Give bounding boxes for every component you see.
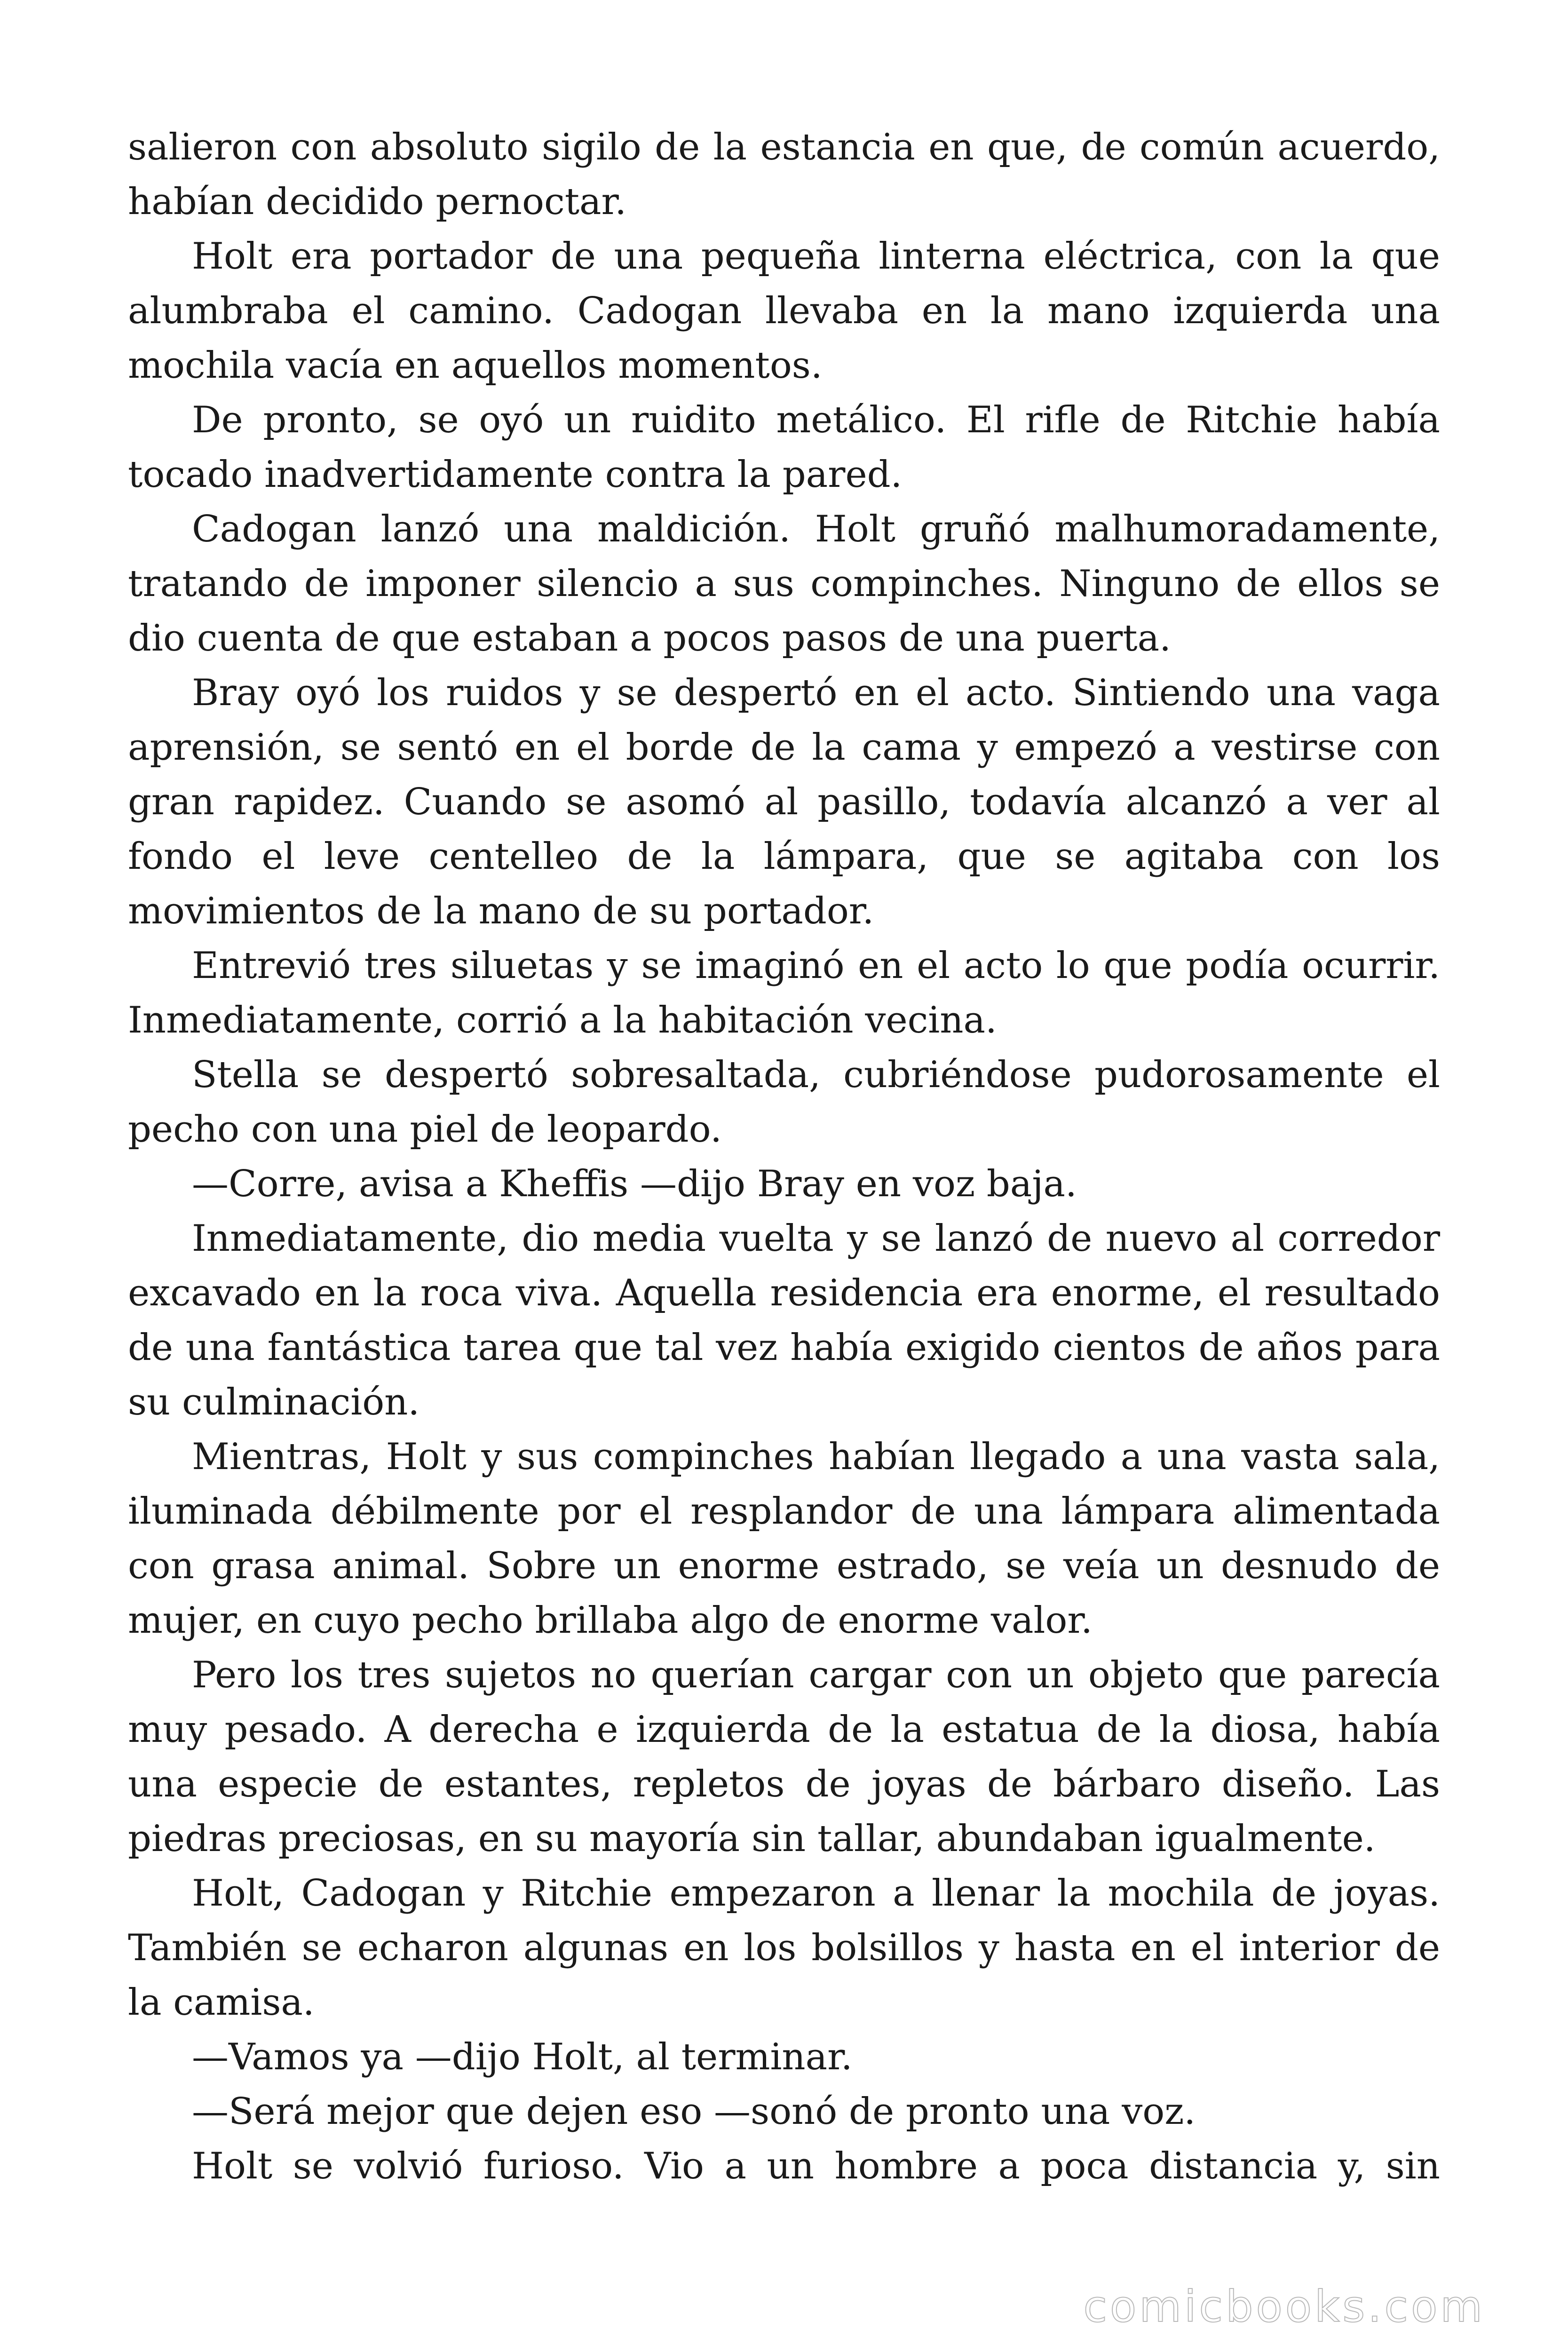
- paragraph-3: De pronto, se oyó un ruidito metálico. El rifle de Ritchie había tocado inadvertidamente contra la pared.: [128, 399, 1440, 496]
- body-text: [128, 120, 1440, 2193]
- paragraph-12: Holt, Cadogan y Ritchie empezaron a llenar la mochila de joyas. También se echaron algunas en los bolsillos y hasta en el interior de la camisa.: [128, 1872, 1440, 2024]
- paragraph-11: Pero los tres sujetos no querían cargar con un objeto que parecía muy pesado. A derecha e izquierda de la estatua de la diosa, había una especie de estantes, repletos de joyas de bárbaro diseño. Las piedras preciosas, en su mayoría sin tallar, abundaban igualmente.: [128, 1654, 1440, 1860]
- paragraph-13: —Vamos ya —dijo Holt, al terminar.: [192, 2036, 853, 2078]
- paragraph-9: Inmediatamente, dio media vuelta y se lanzó de nuevo al corredor excavado en la roca viva. Aquella residencia era enorme, el resultado de una fantástica tarea que tal vez había exigido cientos de años para su culminación.: [128, 1217, 1440, 1423]
- paragraph-4: Cadogan lanzó una maldición. Holt gruñó malhumoradamente, tratando de imponer silencio a sus compinches. Ninguno de ellos se dio cuenta de que estaban a pocos pasos de una puerta.: [128, 508, 1440, 660]
- paragraph-10: Mientras, Holt y sus compinches habían llegado a una vasta sala, iluminada débilmente por el resplandor de una lámpara alimentada con grasa animal. Sobre un enorme estrado, se veía un desnudo de mujer, en cuyo pecho brillaba algo de enorme valor.: [128, 1436, 1440, 1642]
- paragraph-6: Entrevió tres siluetas y se imaginó en el acto lo que podía ocurrir. Inmediatamente, corrió a la habitación vecina.: [128, 945, 1440, 1041]
- paragraph-2: Holt era portador de una pequeña linterna eléctrica, con la que alumbraba el camino. Cadogan llevaba en la mano izquierda una mochila vacía en aquellos momentos.: [128, 235, 1440, 387]
- watermark-logo: comicbooks.com: [1083, 2281, 1485, 2332]
- paragraph-5: Bray oyó los ruidos y se despertó en el acto. Sintiendo una vaga aprensión, se sentó en el borde de la cama y empezó a vestirse con gran rapidez. Cuando se asomó al pasillo, todavía alcanzó a ver al fondo el leve centelleo de la lámpara, que se agitaba con los movimientos de la mano de su portador.: [128, 672, 1440, 932]
- paragraph-15: Holt se volvió furioso. Vio a un hombre a poca distancia y, sin: [192, 2145, 1440, 2187]
- paragraph-8: —Corre, avisa a Kheffis —dijo Bray en voz baja.: [192, 1163, 1077, 1205]
- paragraph-14: —Será mejor que dejen eso —sonó de pronto una voz.: [192, 2090, 1196, 2133]
- paragraph-1: salieron con absoluto sigilo de la estancia en que, de común acuerdo, habían decidido pernoctar.: [128, 126, 1440, 223]
- paragraph-7: Stella se despertó sobresaltada, cubriéndose pudorosamente el pecho con una piel de leopardo.: [128, 1054, 1440, 1151]
